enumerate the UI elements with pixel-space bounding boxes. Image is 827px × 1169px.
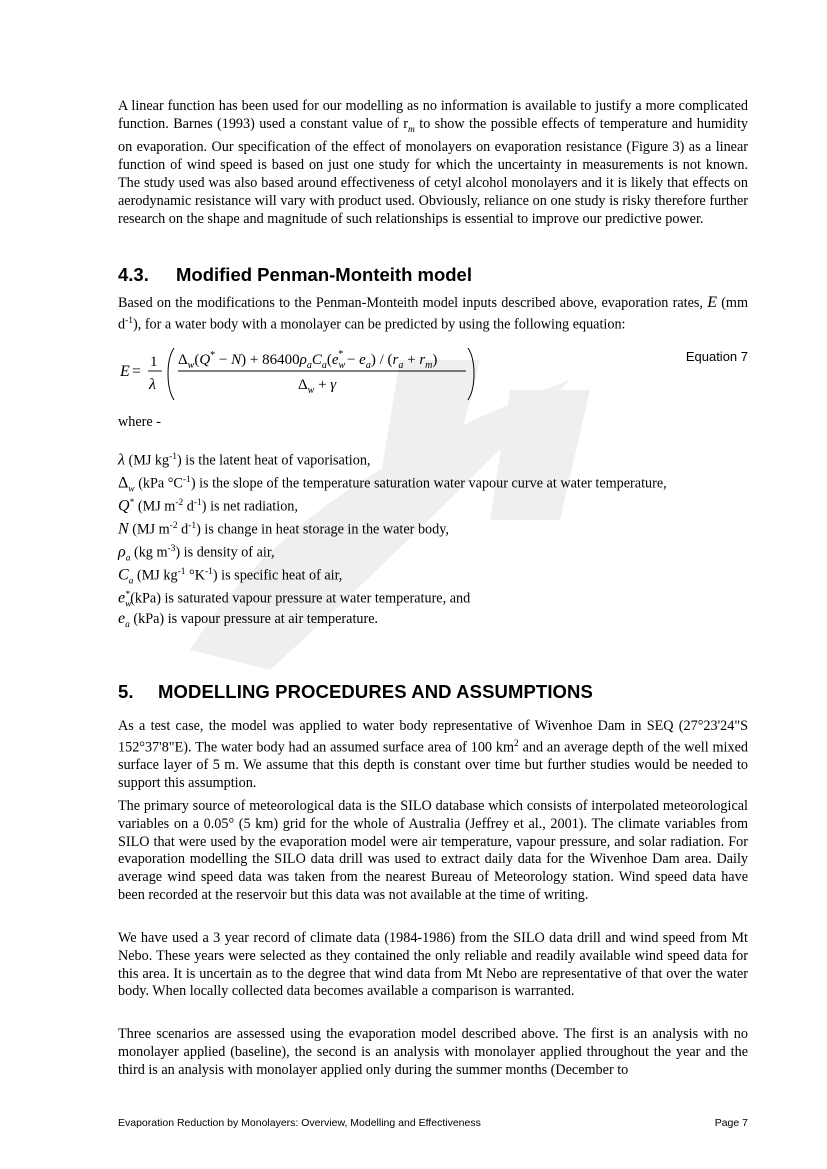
equation-formula bbox=[118, 344, 478, 404]
paragraph-scenarios: Three scenarios are assessed using the evaporation model described above. The first is an analysis with no monolayer applied (baseline), the second is an analysis with monolayer applied throughout the year and the third is an analysis with monolayer applied only during the summer months (December to bbox=[118, 1026, 748, 1078]
svg-text:Δw(Q* − N) + 86400ρaCa(ew* − e: $\Delta_w(Q^* - N) + 86400\rho_aC_a(e_w* - e_a) / (r_a + r_m)$ bbox=[178, 349, 438, 371]
variable-n: N (MJ $m^{-2}$ $d^{-1}$) is change in heat storage in the water body, bbox=[118, 520, 449, 538]
variable-rho-a: $\rho_a$ (kg $m^{-3}$) is density of air, bbox=[118, 543, 275, 564]
page-footer bbox=[118, 1117, 748, 1129]
svg-text:Δw + γ: $\Delta_w + \gamma$ bbox=[298, 377, 337, 396]
footer-title: Evaporation Reduction by Monolayers: Overview, Modelling and Effectiveness bbox=[118, 1117, 481, 1129]
where-label: where - bbox=[118, 414, 161, 430]
variable-definitions bbox=[118, 446, 667, 630]
svg-text:λ: λ bbox=[149, 376, 156, 393]
equation-7 bbox=[118, 344, 478, 409]
paragraph-silo-data: The primary source of meteorological data is the SILO database which consists of interpolated meteorological variables on a 0.05° (5 km) grid for the whole of Australia (Jeffrey et al., 2001). The climate variables from SILO that were used by the evaporation model were air temperature, vapour pressure, and solar radiation. For evaporation modelling the SILO data drill was used to extract daily data for the Wivenhoe Dam area. Daily average wind speed data was taken from the nearest Bureau of Meteorology station. Wind speed data have been recorded at the reservoir but this data was not available at the time of writing. bbox=[118, 798, 748, 903]
page-number: Page 7 bbox=[714, 1117, 748, 1129]
paragraph-modifications: Based on the modifications to the Penman-Monteith model inputs described above, evaporation rates, E (mm $d^{-1}$), for a water body with a monolayer can be predicted by using the following equation: bbox=[118, 294, 748, 333]
variable-lambda: λ (MJ $kg^{-1}$) is the latent heat of vaporisation, bbox=[118, 451, 371, 469]
variable-c-a: $C_a$ (MJ $kg^{-1}$ $^\circ K^{-1}$) is specific heat of air, bbox=[118, 566, 343, 587]
section-heading-4-3: 4.3. Modified Penman-Monteith model bbox=[118, 264, 472, 285]
paragraph-test-case: As a test case, the model was applied to water body representative of Wivenhoe Dam in SEQ (27°23'24"S 152°37'8"E). The water body had an assumed surface area of 100 $km^2$ and an average depth of the well mixed surface layer of 5 m. We assume that this depth is constant over time but further studies would be needed to support this assumption. bbox=[118, 718, 748, 792]
equation-label: Equation 7 bbox=[685, 349, 748, 364]
variable-e-a: $e_a$ (kPa) is vapour pressure at air temperature. bbox=[118, 610, 379, 630]
svg-text:E: E bbox=[120, 363, 130, 380]
variable-e-w-star: $e_w^*(kPa)$ is saturated vapour pressure at water temperature, and bbox=[118, 589, 471, 610]
section-heading-5: 5. MODELLING PROCEDURES AND ASSUMPTIONS bbox=[118, 681, 593, 702]
variable-q-star: Q* (MJ $m^{-2}$ $d^{-1}$) is net radiation, bbox=[118, 497, 298, 515]
paragraph-climate-record: We have used a 3 year record of climate data (1984-1986) from the SILO data drill and wind speed from Mt Nebo. These years were selected as they contained the only reliable and readily available wind speed data for this area. It is uncertain as to the degree that wind data from Mt Nebo are representative of that over the water body. When locally collected data becomes available a comparison is warranted. bbox=[118, 930, 748, 1000]
svg-text:1: 1 bbox=[150, 354, 158, 370]
svg-text:=: = bbox=[132, 363, 142, 380]
paragraph-linear-function: A linear function has been used for our modelling as no information is available to justify a more complicated function. Barnes (1993) used a constant value of $r_m$ to show the possible effects of temperature and humidity on evaporation. Our specification of the effect of monolayers on evaporation resistance (Figure 3) as a linear function of wind speed is based on just one study for which the uncertainty in measurements is not known. The study used was also based around effectiveness of cetyl alcohol monolayers and it is likely that effects on aerodynamic resistance will vary with product used. Obviously, reliance on one study is risky therefore further research on the shape and magnitude of such relationships is essential to improve our predictive power. bbox=[118, 98, 749, 227]
variable-delta-w: $\Delta_w$ (kPa $^\circ C^{-1}$) is the slope of the temperature saturation water vapour curve at water temperature, bbox=[118, 474, 667, 495]
